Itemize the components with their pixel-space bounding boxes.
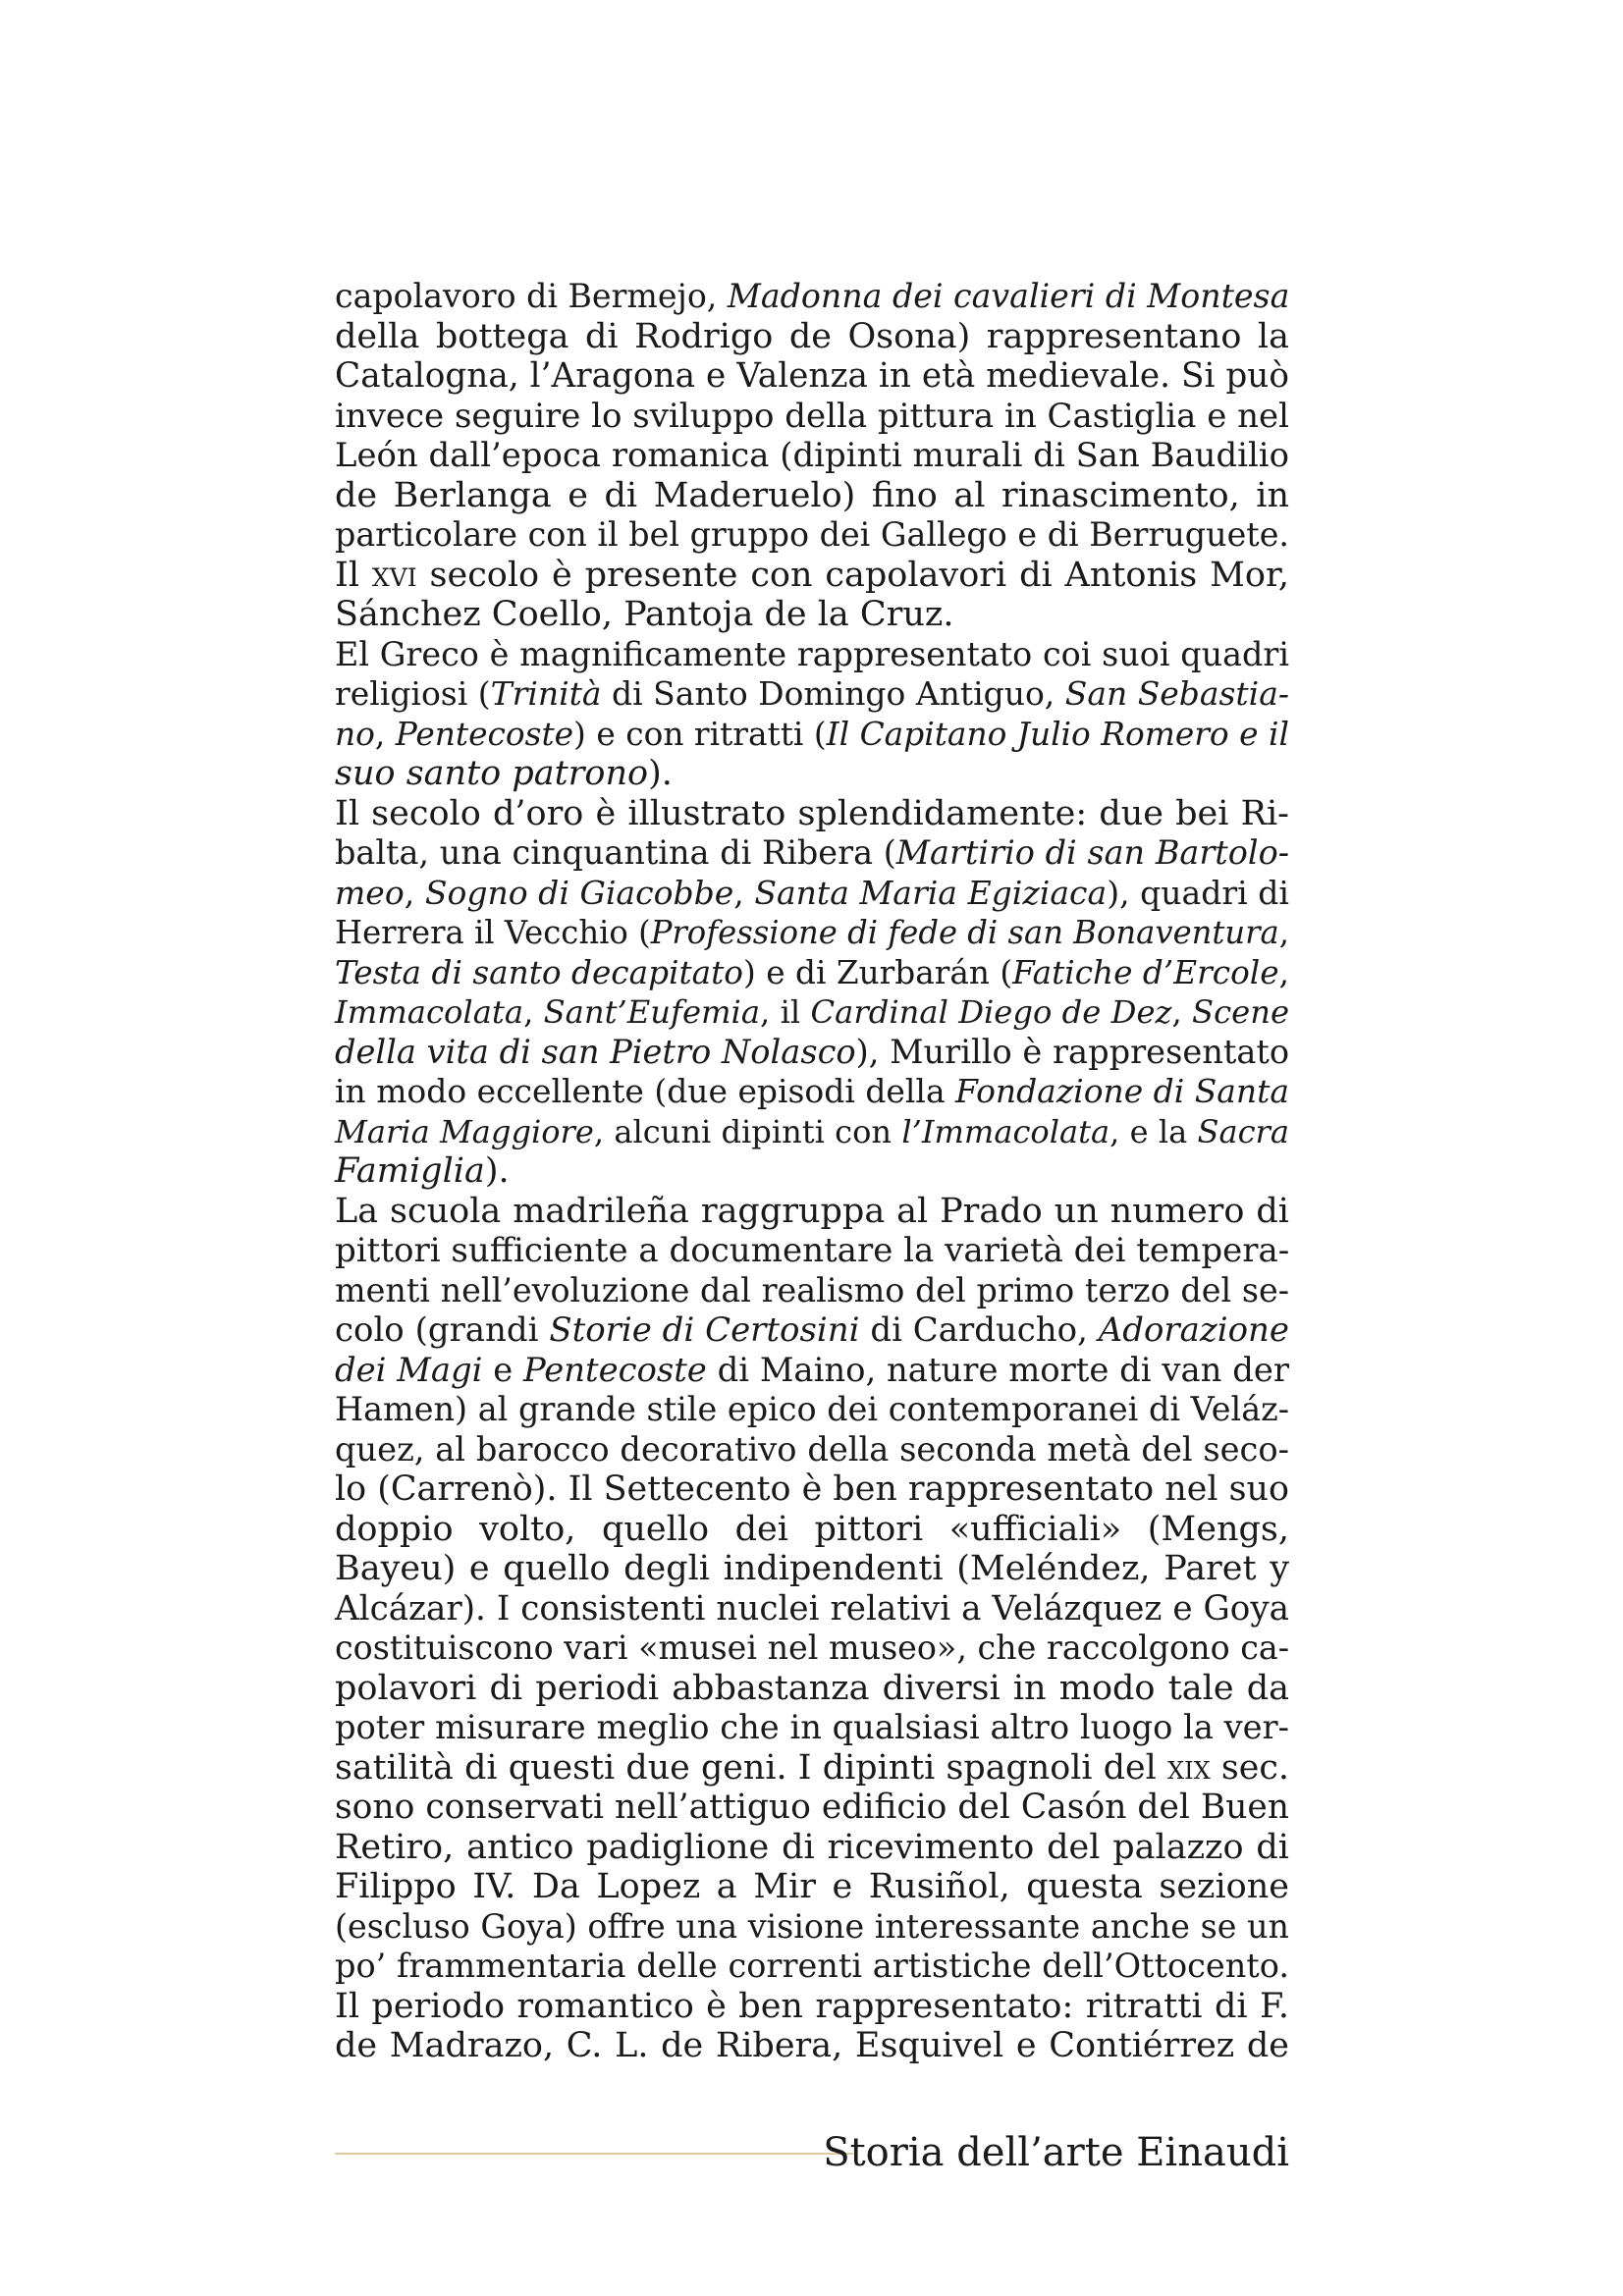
text-run: Il secolo d’oro è illustrato splendidamente: due bei Ri- xyxy=(335,793,1289,833)
italic-title: Sacra xyxy=(1197,1112,1289,1150)
text-run: e xyxy=(482,1350,524,1389)
text-run: Filippo IV. Da Lopez a Mir e Rusiñol, questa sezione xyxy=(335,1867,1289,1906)
italic-title: Pentecoste xyxy=(395,715,574,753)
italic-title: l’Immacolata xyxy=(901,1112,1110,1150)
italic-title: Scene xyxy=(1192,993,1289,1031)
text-run: capolavoro di Bermejo, xyxy=(335,277,728,315)
text-run: po’ frammentaria delle correnti artistiche dell’Ottocento. xyxy=(335,1947,1289,1985)
text-run: balta, una cinquantina di Ribera ( xyxy=(335,833,896,872)
text-line xyxy=(335,476,1289,516)
italic-title: Adorazione xyxy=(1098,1310,1289,1350)
text-run: invece seguire lo sviluppo della pittura in Castiglia e nel xyxy=(335,396,1289,436)
text-line xyxy=(335,1072,1289,1112)
text-line xyxy=(335,397,1289,437)
italic-title: della vita di san Pietro Nolasco xyxy=(335,1032,856,1071)
text-run: La scuola madrileña raggruppa al Prado un numero di xyxy=(335,1191,1289,1231)
text-line xyxy=(335,1151,1289,1192)
text-run: della bottega di Rodrigo de Osona) rappresentano la xyxy=(335,316,1289,356)
italic-title: Sant’Eufemia xyxy=(543,993,761,1031)
text-run: di Santo Domingo Antiguo, xyxy=(601,674,1065,713)
italic-title: Storie di Certosini xyxy=(549,1310,860,1350)
text-run: colo (grandi xyxy=(335,1310,550,1350)
footer-rule xyxy=(335,2153,853,2155)
text-line xyxy=(335,1192,1289,1232)
text-line xyxy=(335,794,1289,834)
text-run: in modo eccellente (due episodi della xyxy=(335,1072,956,1110)
text-run: de Madrazo, C. L. de Ribera, Esquivel e Contiérrez de xyxy=(335,2026,1289,2065)
text-line xyxy=(335,1033,1289,1073)
text-line xyxy=(335,1867,1289,1907)
text-run: Il periodo romantico è ben rappresentato: ritratti di F. xyxy=(335,1986,1289,2026)
italic-title: Il Capitano Julio Romero e il xyxy=(826,715,1290,753)
text-run: satilità di questi due geni. I dipinti spagnoli del xyxy=(335,1747,1168,1788)
italic-title: Professione di fede di san Bonaventura xyxy=(650,914,1279,951)
text-line xyxy=(335,992,1289,1033)
text-run: pittori sufficiente a documentare la varietà dei tempera- xyxy=(335,1231,1290,1270)
text-run: Catalogna, l’Aragona e Valenza in età medievale. Si può xyxy=(335,356,1289,396)
roman-numeral: xix xyxy=(1167,1747,1211,1788)
text-line xyxy=(335,317,1289,357)
text-run: , alcuni dipinti con xyxy=(593,1112,902,1150)
text-run: ). xyxy=(648,754,673,793)
text-line xyxy=(335,277,1289,317)
text-run: , xyxy=(374,715,396,753)
text-line xyxy=(335,1351,1289,1391)
text-run: quez, al barocco decorativo della seconda metà del seco- xyxy=(335,1429,1289,1468)
text-run: Alcázar). I consistenti nuclei relativi a Velázquez e Goya xyxy=(335,1588,1289,1629)
text-run: , xyxy=(1171,993,1193,1031)
text-line xyxy=(335,1549,1289,1589)
text-line xyxy=(335,715,1289,755)
text-run: di Maino, nature morte di van der xyxy=(706,1350,1289,1389)
text-line xyxy=(335,436,1289,476)
text-run: sec. xyxy=(1210,1747,1289,1788)
text-line xyxy=(335,1469,1289,1510)
text-line xyxy=(335,833,1289,874)
italic-title: meo xyxy=(335,873,405,912)
text-run: ), Murillo è rappresentato xyxy=(855,1032,1290,1071)
text-line xyxy=(335,913,1289,953)
text-line xyxy=(335,1629,1289,1669)
text-line xyxy=(335,1271,1289,1311)
text-line xyxy=(335,1788,1289,1828)
text-run: religiosi ( xyxy=(335,674,491,713)
text-run: , xyxy=(404,873,425,912)
text-line xyxy=(335,1947,1289,1987)
text-run: ). xyxy=(484,1151,510,1191)
text-run: secolo è presente con capolavori di Antonis Mor, xyxy=(416,555,1289,595)
roman-numeral: xvi xyxy=(371,555,417,595)
text-line xyxy=(335,674,1289,715)
text-run: costituiscono vari «musei nel museo», che raccolgono ca- xyxy=(335,1629,1289,1667)
text-line xyxy=(335,1987,1289,2027)
text-run: lo (Carrenò). Il Settecento è ben rappresentato nel suo xyxy=(335,1469,1289,1509)
text-line xyxy=(335,1310,1289,1351)
footer-title: Storia dell’arte Einaudi xyxy=(823,2130,1289,2175)
text-run: El Greco è magnificamente rappresentato coi suoi quadri xyxy=(335,634,1289,673)
text-line xyxy=(335,1430,1289,1470)
text-line xyxy=(335,874,1289,914)
italic-title: Santa Maria Egiziaca xyxy=(754,873,1108,912)
text-run: Hamen) al grande stile epico dei contemporanei di Veláz- xyxy=(335,1390,1289,1428)
text-run: ), quadri di xyxy=(1107,873,1289,912)
italic-title: Fondazione di Santa xyxy=(955,1072,1289,1110)
text-run: particolare con il bel gruppo dei Gallego e di Berruguete. xyxy=(335,515,1289,554)
text-line xyxy=(335,1708,1289,1748)
text-run: , e la xyxy=(1109,1112,1198,1150)
text-line xyxy=(335,1390,1289,1430)
text-line xyxy=(335,953,1289,993)
body-text xyxy=(335,277,1289,2066)
italic-title: Martirio di san Bartolo- xyxy=(895,833,1289,872)
italic-title: San Sebastia- xyxy=(1064,674,1289,713)
italic-title: Sogno di Giacobbe xyxy=(424,873,734,912)
text-line xyxy=(335,2026,1289,2066)
text-run: , xyxy=(1278,914,1290,951)
text-run: di Carducho, xyxy=(859,1310,1099,1350)
text-run: , xyxy=(733,873,755,912)
text-run: (escluso Goya) offre una visione interessante anche se un xyxy=(335,1906,1289,1946)
italic-title: Madonna dei cavalieri di Montesa xyxy=(727,277,1290,315)
italic-title: Testa di santo decapitato xyxy=(335,953,743,991)
text-run: Sánchez Coello, Pantoja de la Cruz. xyxy=(335,595,954,634)
text-run: Il xyxy=(335,555,372,595)
text-line xyxy=(335,1669,1289,1709)
text-line xyxy=(335,635,1289,675)
text-run: , il xyxy=(760,993,811,1031)
italic-title: dei Magi xyxy=(335,1350,483,1389)
text-run: sono conservati nell’attiguo edificio del Casón del Buen xyxy=(335,1788,1289,1827)
italic-title: Maria Maggiore xyxy=(335,1112,594,1150)
italic-title: Cardinal Diego de Dez xyxy=(810,993,1172,1031)
text-run: ) e con ritratti ( xyxy=(573,715,827,753)
italic-title: no xyxy=(335,715,375,753)
text-line xyxy=(335,1589,1289,1629)
text-run: Bayeu) e quello degli indipendenti (Meléndez, Paret y xyxy=(335,1549,1289,1588)
text-run: doppio volto, quello dei pittori «ufficiali» (Mengs, xyxy=(335,1509,1289,1549)
italic-title: Immacolata xyxy=(335,993,524,1031)
text-run: poter misurare meglio che in qualsiasi altro luogo la ver- xyxy=(335,1708,1289,1746)
text-run: de Berlanga e di Maderuelo) fino al rinascimento, in xyxy=(335,475,1289,515)
text-run: , xyxy=(523,993,544,1031)
text-line xyxy=(335,515,1289,556)
italic-title: Fatiche d’Ercole xyxy=(1012,953,1279,991)
text-line xyxy=(335,1828,1289,1868)
italic-title: Pentecoste xyxy=(523,1350,707,1389)
text-line xyxy=(335,1510,1289,1550)
text-run: , xyxy=(1278,953,1289,991)
text-line xyxy=(335,595,1289,635)
italic-title: suo santo patrono xyxy=(335,754,649,793)
text-line xyxy=(335,1748,1289,1789)
text-line xyxy=(335,356,1289,397)
text-run: Herrera il Vecchio ( xyxy=(335,914,651,951)
text-line xyxy=(335,556,1289,596)
text-run: menti nell’evoluzione dal realismo del primo terzo del se- xyxy=(335,1270,1289,1309)
text-run: Retiro, antico padiglione di ricevimento del palazzo di xyxy=(335,1827,1289,1867)
italic-title: Trinità xyxy=(490,674,602,713)
text-run: ) e di Zurbarán ( xyxy=(742,953,1013,991)
text-line xyxy=(335,1112,1289,1152)
italic-title: Famiglia xyxy=(335,1151,485,1191)
text-line xyxy=(335,1907,1289,1948)
text-line xyxy=(335,1231,1289,1271)
text-run: León dall’epoca romanica (dipinti murali di San Baudilio xyxy=(335,436,1289,474)
text-run: polavori di periodi abbastanza diversi in modo tale da xyxy=(335,1668,1289,1708)
text-line xyxy=(335,754,1289,794)
